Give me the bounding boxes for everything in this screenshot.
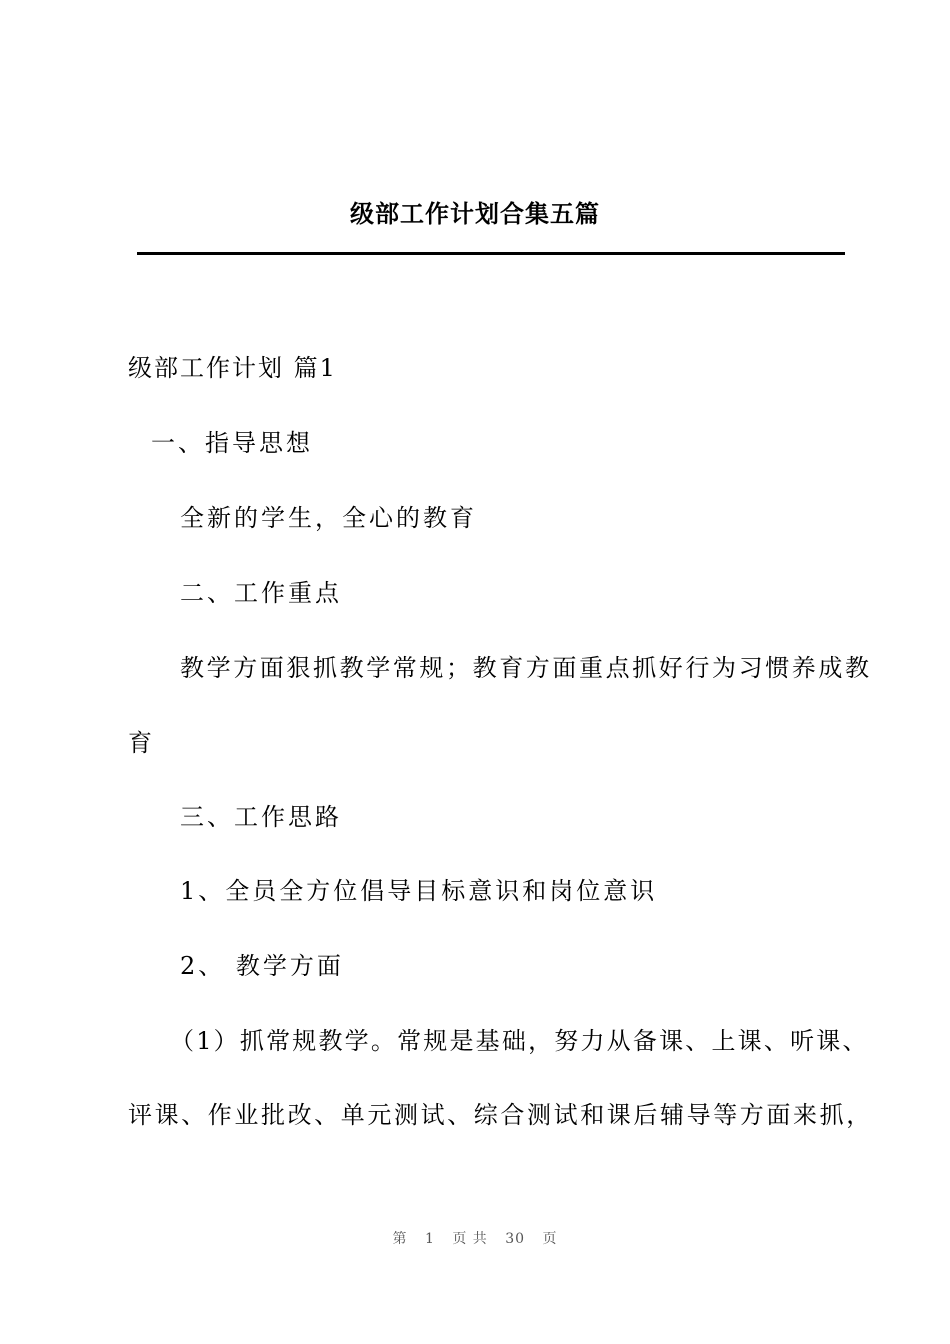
paragraph-line: 教学方面狠抓教学常规；教育方面重点抓好行为习惯养成教 bbox=[180, 654, 872, 682]
section-heading: 级部工作计划 篇1 bbox=[128, 354, 337, 382]
list-item: 1、全员全方位倡导目标意识和岗位意识 bbox=[180, 877, 658, 905]
heading-guiding-thought: 一、指导思想 bbox=[151, 429, 313, 457]
paragraph-line: 评课、作业批改、单元测试、综合测试和课后辅导等方面来抓， bbox=[128, 1101, 873, 1129]
paragraph-line: 全新的学生，全心的教育 bbox=[180, 504, 477, 532]
footer-label-page: 第 bbox=[392, 1231, 408, 1247]
footer-label-of: 页 共 bbox=[452, 1231, 488, 1247]
heading-work-approach: 三、工作思路 bbox=[180, 803, 342, 831]
footer-current-page: 1 bbox=[424, 1231, 435, 1247]
document-title: 级部工作计划合集五篇 bbox=[350, 200, 600, 228]
list-item: 2、 教学方面 bbox=[180, 952, 344, 980]
page-footer bbox=[0, 1229, 950, 1249]
footer-total-pages: 30 bbox=[505, 1231, 526, 1247]
footer-label-suffix: 页 bbox=[542, 1231, 558, 1247]
heading-work-focus: 二、工作重点 bbox=[180, 579, 342, 607]
title-divider bbox=[137, 252, 845, 255]
paragraph-line: （1）抓常规教学。常规是基础，努力从备课、上课、听课、 bbox=[170, 1027, 869, 1055]
paragraph-line: 育 bbox=[128, 729, 155, 757]
